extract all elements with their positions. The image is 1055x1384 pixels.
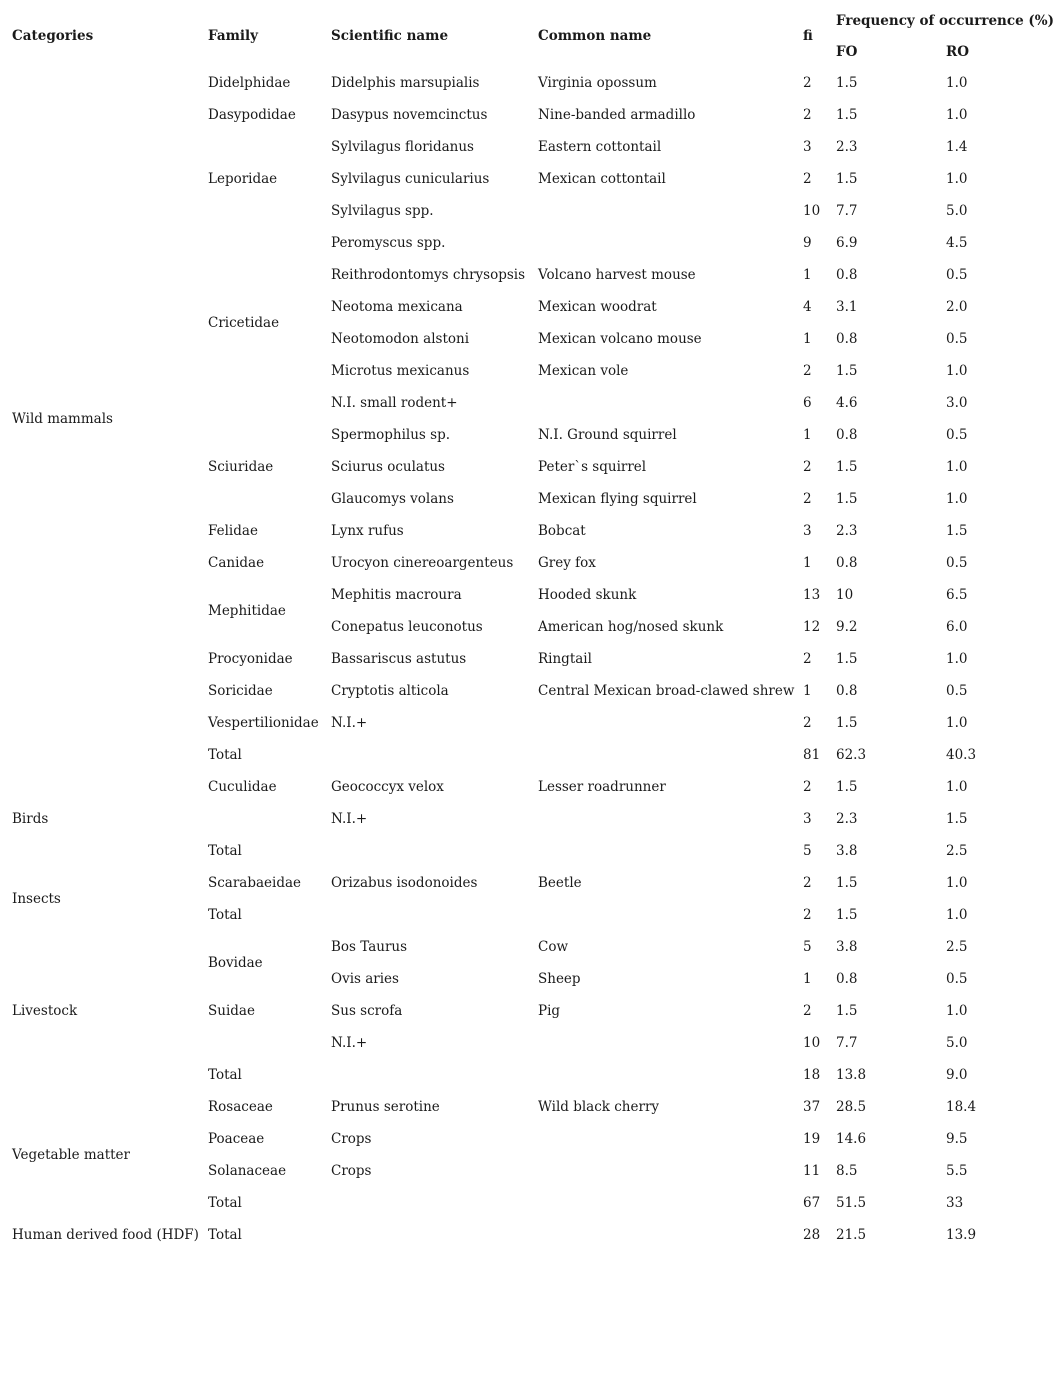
fi-cell: 2 <box>803 651 812 667</box>
scientific-name-cell: Crops <box>331 1131 372 1147</box>
ro-cell: 1.0 <box>946 491 968 507</box>
fo-cell: 10 <box>836 587 854 603</box>
fi-cell: 2 <box>803 491 812 507</box>
common-name-cell: Ringtail <box>538 651 592 667</box>
fo-cell: 0.8 <box>836 555 858 571</box>
family-cell: Total <box>208 907 242 923</box>
fo-cell: 2.3 <box>836 811 858 827</box>
scientific-name-cell: Sylvilagus cunicularius <box>331 171 490 187</box>
fi-cell: 2 <box>803 907 812 923</box>
fo-cell: 0.8 <box>836 971 858 987</box>
fo-cell: 1.5 <box>836 459 858 475</box>
fi-cell: 81 <box>803 747 821 763</box>
scientific-name-cell: Crops <box>331 1163 372 1179</box>
scientific-name-cell: Geococcyx velox <box>331 779 444 795</box>
scientific-name-cell: Lynx rufus <box>331 523 404 539</box>
common-name-cell: Lesser roadrunner <box>538 779 666 795</box>
fo-cell: 1.5 <box>836 779 858 795</box>
common-name-cell: Cow <box>538 939 569 955</box>
family-cell: Leporidae <box>208 171 278 187</box>
common-name-cell: Bobcat <box>538 523 586 539</box>
scientific-name-cell: Bos Taurus <box>331 939 408 955</box>
family-cell: Poaceae <box>208 1131 265 1147</box>
scientific-name-cell: N.I.+ <box>331 811 368 827</box>
fo-cell: 0.8 <box>836 427 858 443</box>
fo-cell: 0.8 <box>836 331 858 347</box>
family-cell: Canidae <box>208 555 265 571</box>
fo-cell: 3.1 <box>836 299 858 315</box>
common-name-cell: Mexican vole <box>538 363 629 379</box>
ro-cell: 0.5 <box>946 683 968 699</box>
ro-cell: 1.0 <box>946 459 968 475</box>
family-cell: Vespertilionidae <box>208 715 319 731</box>
fo-cell: 1.5 <box>836 107 858 123</box>
common-name-cell: N.I. Ground squirrel <box>538 427 677 443</box>
fi-cell: 19 <box>803 1131 821 1147</box>
fo-cell: 4.6 <box>836 395 858 411</box>
scientific-name-cell: Bassariscus astutus <box>331 651 467 667</box>
fo-cell: 0.8 <box>836 267 858 283</box>
common-name-cell: Nine-banded armadillo <box>538 107 696 123</box>
fo-cell: 1.5 <box>836 363 858 379</box>
ro-cell: 40.3 <box>946 747 977 763</box>
scientific-name-cell: Microtus mexicanus <box>331 363 470 379</box>
fi-cell: 1 <box>803 971 812 987</box>
ro-cell: 1.4 <box>946 139 968 155</box>
fi-cell: 3 <box>803 523 812 539</box>
common-name-cell: Pig <box>538 1003 561 1019</box>
family-cell: Cricetidae <box>208 315 280 331</box>
common-name-cell: Hooded skunk <box>538 587 637 603</box>
header-scientific-name: Scientific name <box>331 28 449 44</box>
ro-cell: 1.0 <box>946 715 968 731</box>
scientific-name-cell: Spermophilus sp. <box>331 427 451 443</box>
ro-cell: 5.0 <box>946 203 968 219</box>
fo-cell: 51.5 <box>836 1195 867 1211</box>
ro-cell: 1.0 <box>946 907 968 923</box>
scientific-name-cell: Peromyscus spp. <box>331 235 446 251</box>
fi-cell: 2 <box>803 875 812 891</box>
ro-cell: 2.5 <box>946 939 968 955</box>
family-cell: Procyonidae <box>208 651 293 667</box>
ro-cell: 1.0 <box>946 75 968 91</box>
common-name-cell: Grey fox <box>538 555 596 571</box>
family-cell: Soricidae <box>208 683 273 699</box>
scientific-name-cell: Ovis aries <box>331 971 399 987</box>
header-categories: Categories <box>12 28 94 44</box>
ro-cell: 1.5 <box>946 811 968 827</box>
ro-cell: 6.0 <box>946 619 968 635</box>
fo-cell: 1.5 <box>836 875 858 891</box>
ro-cell: 6.5 <box>946 587 968 603</box>
fi-cell: 2 <box>803 75 812 91</box>
scientific-name-cell: Dasypus novemcinctus <box>331 107 488 123</box>
common-name-cell: Eastern cottontail <box>538 139 662 155</box>
fi-cell: 2 <box>803 171 812 187</box>
fo-cell: 21.5 <box>836 1227 867 1243</box>
fi-cell: 4 <box>803 299 812 315</box>
ro-cell: 2.0 <box>946 299 968 315</box>
fi-cell: 37 <box>803 1099 821 1115</box>
scientific-name-cell: Sciurus oculatus <box>331 459 445 475</box>
fi-cell: 2 <box>803 459 812 475</box>
fi-cell: 9 <box>803 235 812 251</box>
category-cell: Vegetable matter <box>12 1147 130 1163</box>
family-cell: Rosaceae <box>208 1099 273 1115</box>
family-cell: Suidae <box>208 1003 255 1019</box>
scientific-name-cell: Didelphis marsupialis <box>331 75 480 91</box>
family-cell: Total <box>208 1227 242 1243</box>
fi-cell: 18 <box>803 1067 821 1083</box>
ro-cell: 0.5 <box>946 331 968 347</box>
fo-cell: 7.7 <box>836 1035 858 1051</box>
ro-cell: 1.0 <box>946 1003 968 1019</box>
fo-cell: 2.3 <box>836 523 858 539</box>
category-cell: Human derived food (HDF) <box>12 1227 199 1243</box>
ro-cell: 1.0 <box>946 875 968 891</box>
fo-cell: 1.5 <box>836 651 858 667</box>
ro-cell: 1.0 <box>946 107 968 123</box>
fi-cell: 12 <box>803 619 821 635</box>
ro-cell: 1.0 <box>946 363 968 379</box>
ro-cell: 5.0 <box>946 1035 968 1051</box>
ro-cell: 2.5 <box>946 843 968 859</box>
scientific-name-cell: Orizabus isodonoides <box>331 875 478 891</box>
fo-cell: 3.8 <box>836 939 858 955</box>
common-name-cell: Mexican cottontail <box>538 171 666 187</box>
scientific-name-cell: Glaucomys volans <box>331 491 454 507</box>
fo-cell: 9.2 <box>836 619 858 635</box>
fi-cell: 5 <box>803 939 812 955</box>
family-cell: Felidae <box>208 523 258 539</box>
fi-cell: 5 <box>803 843 812 859</box>
common-name-cell: Mexican woodrat <box>538 299 657 315</box>
common-name-cell: Central Mexican broad-clawed shrew <box>538 683 795 699</box>
fo-cell: 1.5 <box>836 907 858 923</box>
fi-cell: 2 <box>803 779 812 795</box>
scientific-name-cell: Neotoma mexicana <box>331 299 463 315</box>
scientific-name-cell: Sus scrofa <box>331 1003 403 1019</box>
header-frequency-of-occurrence: Frequency of occurrence (%) <box>836 13 1054 29</box>
ro-cell: 1.0 <box>946 779 968 795</box>
header-fi: fi <box>803 28 813 44</box>
fi-cell: 2 <box>803 107 812 123</box>
fo-cell: 0.8 <box>836 683 858 699</box>
common-name-cell: Mexican flying squirrel <box>538 491 697 507</box>
scientific-name-cell: Sylvilagus spp. <box>331 203 434 219</box>
fi-cell: 28 <box>803 1227 821 1243</box>
header-family: Family <box>208 28 258 44</box>
fo-cell: 8.5 <box>836 1163 858 1179</box>
family-cell: Total <box>208 1195 242 1211</box>
fi-cell: 2 <box>803 715 812 731</box>
fo-cell: 1.5 <box>836 491 858 507</box>
ro-cell: 1.0 <box>946 171 968 187</box>
ro-cell: 0.5 <box>946 971 968 987</box>
scientific-name-cell: Mephitis macroura <box>331 587 462 603</box>
fi-cell: 3 <box>803 139 812 155</box>
fi-cell: 3 <box>803 811 812 827</box>
fi-cell: 2 <box>803 1003 812 1019</box>
fi-cell: 1 <box>803 683 812 699</box>
fi-cell: 10 <box>803 1035 821 1051</box>
ro-cell: 9.5 <box>946 1131 968 1147</box>
fi-cell: 1 <box>803 331 812 347</box>
ro-cell: 0.5 <box>946 267 968 283</box>
fo-cell: 14.6 <box>836 1131 867 1147</box>
fo-cell: 1.5 <box>836 171 858 187</box>
scientific-name-cell: Neotomodon alstoni <box>331 331 470 347</box>
family-cell: Solanaceae <box>208 1163 287 1179</box>
family-cell: Total <box>208 843 242 859</box>
common-name-cell: Wild black cherry <box>538 1099 660 1115</box>
fo-cell: 13.8 <box>836 1067 867 1083</box>
common-name-cell: Sheep <box>538 971 581 987</box>
header-ro: RO <box>946 44 969 60</box>
fi-cell: 1 <box>803 267 812 283</box>
family-cell: Scarabaeidae <box>208 875 302 891</box>
family-cell: Dasypodidae <box>208 107 296 123</box>
common-name-cell: American hog/nosed skunk <box>538 619 724 635</box>
fi-cell: 67 <box>803 1195 821 1211</box>
category-cell: Insects <box>12 891 61 907</box>
ro-cell: 18.4 <box>946 1099 977 1115</box>
common-name-cell: Mexican volcano mouse <box>538 331 702 347</box>
family-cell: Sciuridae <box>208 459 274 475</box>
header-fo: FO <box>836 44 858 60</box>
common-name-cell: Beetle <box>538 875 582 891</box>
scientific-name-cell: N.I.+ <box>331 715 368 731</box>
category-cell: Birds <box>12 811 49 827</box>
family-cell: Mephitidae <box>208 603 286 619</box>
scientific-name-cell: N.I.+ <box>331 1035 368 1051</box>
ro-cell: 1.0 <box>946 651 968 667</box>
scientific-name-cell: N.I. small rodent+ <box>331 395 458 411</box>
fo-cell: 3.8 <box>836 843 858 859</box>
ro-cell: 9.0 <box>946 1067 968 1083</box>
fi-cell: 6 <box>803 395 812 411</box>
category-cell: Livestock <box>12 1003 78 1019</box>
ro-cell: 33 <box>946 1195 964 1211</box>
fi-cell: 1 <box>803 555 812 571</box>
family-cell: Didelphidae <box>208 75 291 91</box>
header-common-name: Common name <box>538 28 652 44</box>
fo-cell: 7.7 <box>836 203 858 219</box>
scientific-name-cell: Conepatus leuconotus <box>331 619 483 635</box>
fo-cell: 1.5 <box>836 1003 858 1019</box>
family-cell: Cuculidae <box>208 779 277 795</box>
fo-cell: 1.5 <box>836 715 858 731</box>
common-name-cell: Volcano harvest mouse <box>538 267 696 283</box>
common-name-cell: Peter`s squirrel <box>538 459 647 475</box>
ro-cell: 0.5 <box>946 427 968 443</box>
fi-cell: 2 <box>803 363 812 379</box>
ro-cell: 5.5 <box>946 1163 968 1179</box>
fi-cell: 10 <box>803 203 821 219</box>
ro-cell: 13.9 <box>946 1227 977 1243</box>
ro-cell: 0.5 <box>946 555 968 571</box>
family-cell: Total <box>208 747 242 763</box>
scientific-name-cell: Reithrodontomys chrysopsis <box>331 267 526 283</box>
category-cell: Wild mammals <box>12 411 113 427</box>
ro-cell: 4.5 <box>946 235 968 251</box>
fi-cell: 11 <box>803 1163 821 1179</box>
fo-cell: 6.9 <box>836 235 858 251</box>
scientific-name-cell: Prunus serotine <box>331 1099 440 1115</box>
scientific-name-cell: Sylvilagus floridanus <box>331 139 474 155</box>
fo-cell: 1.5 <box>836 75 858 91</box>
ro-cell: 3.0 <box>946 395 968 411</box>
ro-cell: 1.5 <box>946 523 968 539</box>
fi-cell: 1 <box>803 427 812 443</box>
scientific-name-cell: Urocyon cinereoargenteus <box>331 555 514 571</box>
scientific-name-cell: Cryptotis alticola <box>331 683 449 699</box>
fo-cell: 28.5 <box>836 1099 867 1115</box>
fo-cell: 2.3 <box>836 139 858 155</box>
family-cell: Bovidae <box>208 955 263 971</box>
fo-cell: 62.3 <box>836 747 867 763</box>
family-cell: Total <box>208 1067 242 1083</box>
common-name-cell: Virginia opossum <box>538 75 657 91</box>
fi-cell: 13 <box>803 587 821 603</box>
